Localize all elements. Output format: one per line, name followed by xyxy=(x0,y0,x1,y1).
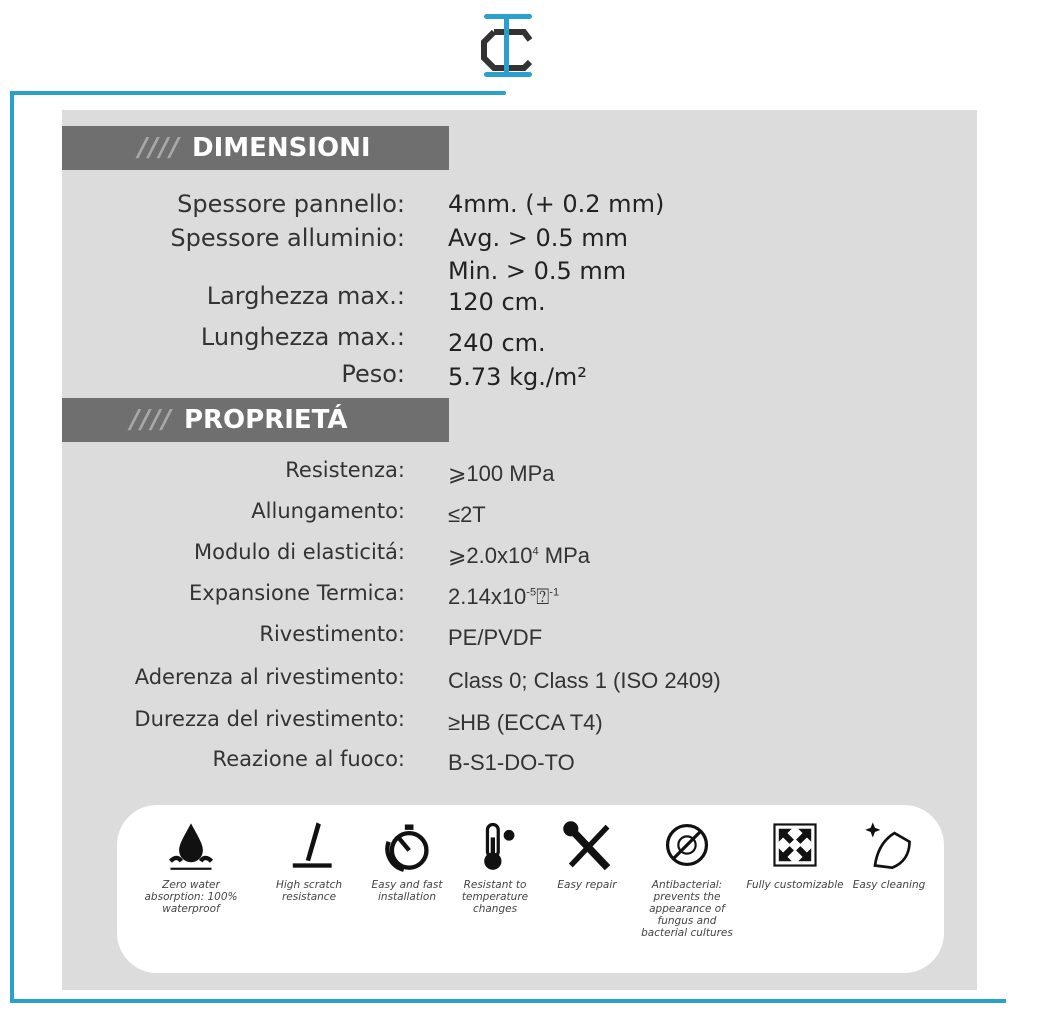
feature-item xyxy=(837,817,941,891)
stopwatch-icon xyxy=(380,817,434,873)
feature-caption: Easy and fast installation xyxy=(371,879,443,903)
prop-label: Allungamento: xyxy=(251,499,405,523)
frame-line-left xyxy=(10,91,14,1003)
dim-label: Peso: xyxy=(341,360,405,388)
dim-label: Lunghezza max.: xyxy=(200,323,405,351)
wrench-screwdriver-icon xyxy=(560,817,614,873)
prop-label: Expansione Termica: xyxy=(189,581,405,605)
feature-caption: Easy cleaning xyxy=(852,879,926,891)
frame-line-bottom xyxy=(10,999,1006,1003)
scratch-blade-icon xyxy=(282,817,336,873)
prop-value: PE/PVDF xyxy=(448,625,543,650)
prop-value: ⩾100 MPa xyxy=(448,461,555,486)
antibacterial-icon xyxy=(660,817,714,873)
feature-item xyxy=(443,817,547,915)
dim-label: Larghezza max.: xyxy=(206,282,405,310)
slashes: //// xyxy=(130,405,172,435)
feature-caption: Easy repair xyxy=(557,879,617,891)
prop-value: $2.14x10^{-5}⍰^{-1}$ xyxy=(448,584,560,609)
dim-value: 120 cm. xyxy=(448,288,546,316)
section-title: PROPRIETÁ xyxy=(183,405,348,435)
prop-label: Durezza del rivestimento: xyxy=(134,707,405,731)
dim-label: Spessore pannello: xyxy=(177,190,405,218)
dim-value: 4mm. (+ 0.2 mm) xyxy=(448,190,665,218)
expand-arrows-icon xyxy=(768,817,822,873)
feature-item xyxy=(635,817,739,939)
dim-label: Spessore alluminio: xyxy=(170,224,405,252)
cleaning-hand-icon xyxy=(862,817,916,873)
prop-label: Rivestimento: xyxy=(259,622,405,646)
prop-label: Aderenza al rivestimento: xyxy=(134,665,405,689)
prop-value: Class 0; Class 1 (ISO 2409) xyxy=(448,668,721,693)
prop-label: Reazione al fuoco: xyxy=(212,747,405,771)
dim-value: 240 cm. xyxy=(448,329,546,357)
feature-caption: Antibacterial: prevents the appearance of fungus and bacterial cultures xyxy=(641,879,733,939)
frame-line-top xyxy=(10,91,506,95)
prop-label: Modulo di elasticitá: xyxy=(194,540,405,564)
section-title: DIMENSIONI xyxy=(191,133,371,163)
prop-value: ≤2T xyxy=(448,502,486,527)
thermometer-icon xyxy=(468,817,522,873)
section-header-proprieta xyxy=(62,398,449,442)
feature-caption: High scratch resistance xyxy=(275,879,342,903)
prop-value: ≥HB (ECCA T4) xyxy=(448,710,603,735)
feature-caption: Resistant to temperature changes xyxy=(461,879,529,915)
feature-item xyxy=(535,817,639,891)
prop-label: Resistenza: xyxy=(285,458,405,482)
feature-caption: Fully customizable xyxy=(746,879,844,891)
water-drop-icon xyxy=(164,817,218,873)
prop-value: $⩾2.0x10^4$ MPa xyxy=(448,543,590,568)
prop-value: B-S1-DO-TO xyxy=(448,750,575,775)
dim-value: Avg. > 0.5 mm xyxy=(448,224,628,252)
section-header-dimensioni xyxy=(62,126,449,170)
dim-value: 5.73 kg./m² xyxy=(448,363,587,391)
feature-item xyxy=(139,817,243,915)
feature-caption: Zero water absorption: 100% waterproof xyxy=(144,879,238,915)
dim-value: Min. > 0.5 mm xyxy=(448,257,627,285)
logo xyxy=(476,12,536,86)
features-card xyxy=(117,805,944,973)
feature-item xyxy=(743,817,847,891)
slashes: //// xyxy=(138,133,180,163)
feature-item xyxy=(257,817,361,903)
